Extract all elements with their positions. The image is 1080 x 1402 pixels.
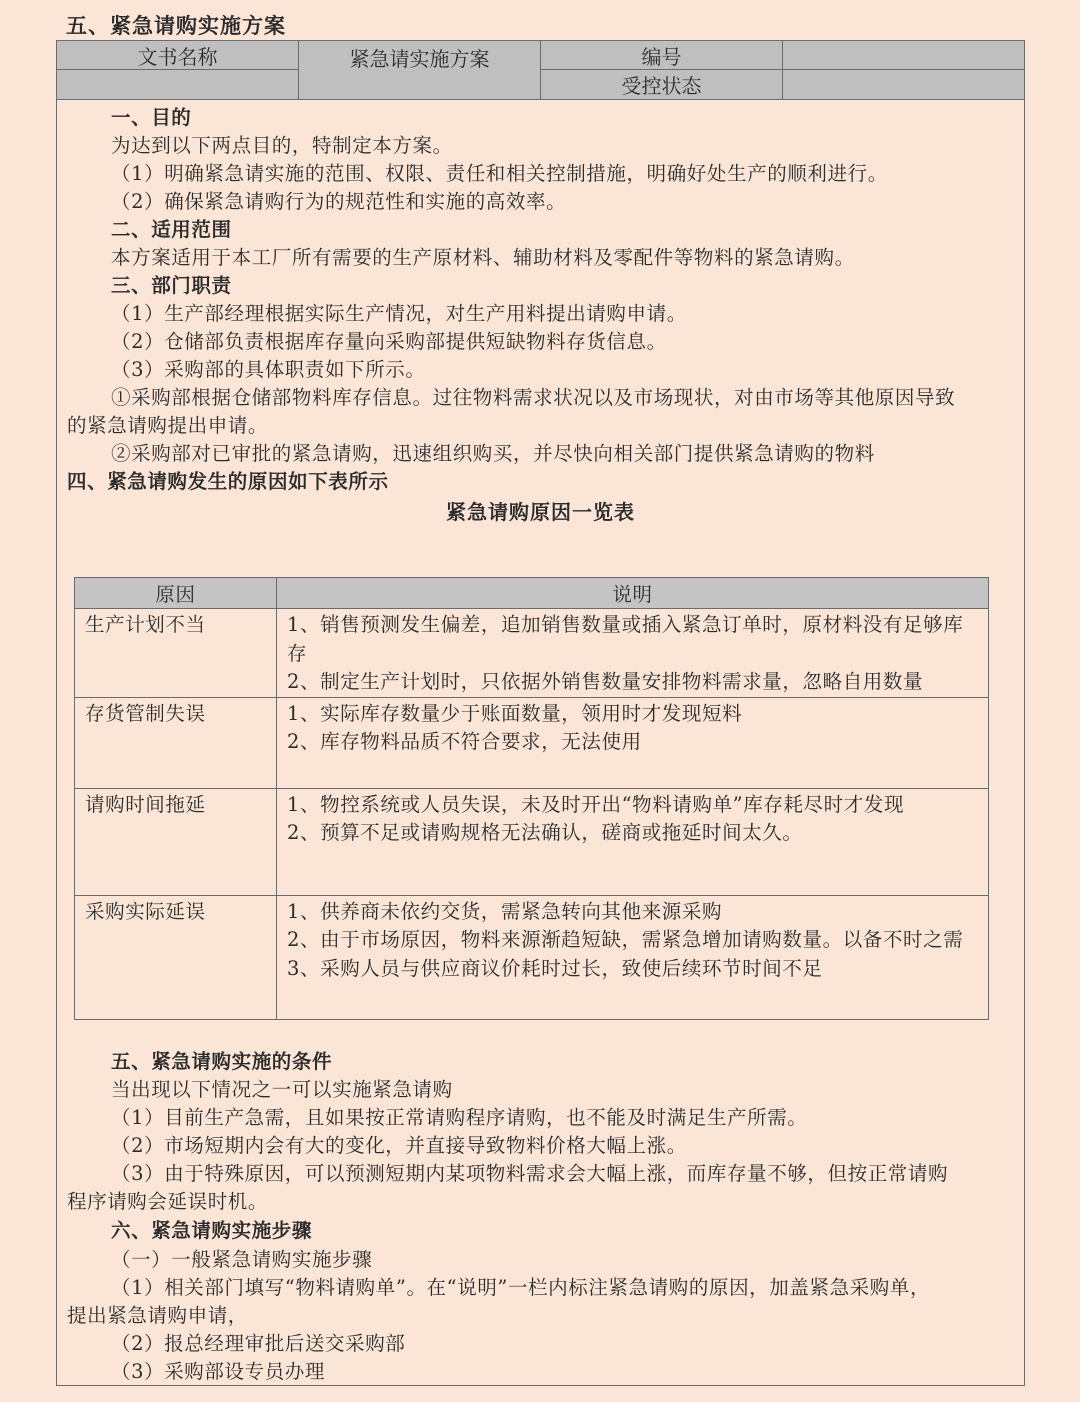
table-row — [75, 895, 989, 1019]
number-value — [783, 41, 1024, 70]
control-status-value — [783, 70, 1024, 99]
scope-text: 本方案适用于本工厂所有需要的生产原材料、辅助材料及零配件等物料的紧急请购。 — [111, 246, 855, 269]
reasons-heading: 四、紧急请购发生的原因如下表所示 — [67, 470, 389, 493]
steps-point-1-line2: 提出紧急请购申请， — [67, 1304, 248, 1327]
reasons-table — [74, 577, 989, 1020]
section-title: 五、紧急请购实施方案 — [66, 13, 286, 38]
conditions-point-3-line2: 程序请购会延误时机。 — [67, 1190, 269, 1213]
duties-point-2: （2）仓储部负责根据库存量向采购部提供短缺物料存货信息。 — [111, 330, 667, 353]
reason-cell: 存货管制失误 — [75, 697, 277, 788]
doc-name-label: 文书名称 — [57, 41, 299, 70]
table-row — [75, 788, 989, 895]
description-cell — [277, 609, 989, 698]
purpose-point-1: （1）明确紧急请实施的范围、权限、责任和相关控制措施，明确好处生产的顺利进行。 — [111, 162, 888, 185]
reason-cell: 生产计划不当 — [75, 609, 277, 698]
table-row — [75, 609, 989, 698]
description-line: 1、销售预测发生偏差，追加销售数量或插入紧急订单时，原材料没有足够库存 — [287, 613, 964, 665]
doc-name-value: 紧急请实施方案 — [299, 41, 541, 99]
scope-heading: 二、适用范围 — [111, 218, 232, 241]
doc-name-label-blank — [57, 70, 299, 99]
duties-point-3: （3）采购部的具体职责如下所示。 — [111, 358, 426, 381]
description-cell — [277, 697, 989, 788]
description-line: 3、采购人员与供应商议价耗时过长，致使后续环节时间不足 — [287, 956, 823, 980]
document-frame — [56, 40, 1025, 1386]
steps-point-3: （3）采购部设专员办理 — [111, 1360, 326, 1383]
control-status-label: 受控状态 — [541, 70, 783, 99]
purpose-heading: 一、目的 — [111, 106, 192, 129]
steps-point-2: （2）报总经理审批后送交采购部 — [111, 1332, 406, 1355]
conditions-heading: 五、紧急请购实施的条件 — [111, 1050, 333, 1073]
description-cell — [277, 788, 989, 895]
col-header-description: 说明 — [277, 578, 989, 609]
description-cell — [277, 895, 989, 1019]
document-header — [57, 41, 1024, 100]
description-line: 2、由于市场原因，物料来源渐趋短缺，需紧急增加请购数量。以备不时之需 — [287, 928, 964, 951]
purpose-intro: 为达到以下两点目的，特制定本方案。 — [111, 134, 453, 157]
description-line: 1、物控系统或人员失误，未及时开出“物料请购单”库存耗尽时才发现 — [287, 792, 905, 816]
conditions-point-1: （1）目前生产急需，且如果按正常请购程序请购，也不能及时满足生产所需。 — [111, 1106, 808, 1129]
duties-point-3a-line2: 的紧急请购提出申请。 — [67, 414, 269, 437]
reasons-table-title: 紧急请购原因一览表 — [446, 500, 635, 524]
number-label: 编号 — [541, 41, 783, 70]
duties-point-3b: ②采购部对已审批的紧急请购，迅速组织购买，并尽快向相关部门提供紧急请购的物料 — [111, 442, 875, 465]
reason-cell: 采购实际延误 — [75, 895, 277, 1019]
description-line: 1、供养商未依约交货，需紧急转向其他来源采购 — [287, 899, 723, 923]
description-line: 2、预算不足或请购规格无法确认，磋商或拖延时间太久。 — [287, 821, 803, 844]
purpose-point-2: （2）确保紧急请购行为的规范性和实施的高效率。 — [111, 190, 567, 213]
duties-heading: 三、部门职责 — [111, 274, 232, 297]
duties-point-3a-line1: ①采购部根据仓储部物料库存信息。过往物料需求状况以及市场现状，对由市场等其他原因导致 — [111, 386, 956, 409]
conditions-point-2: （2）市场短期内会有大的变化，并直接导致物料价格大幅上涨。 — [111, 1134, 687, 1157]
col-header-reason: 原因 — [75, 578, 277, 609]
conditions-intro: 当出现以下情况之一可以实施紧急请购 — [111, 1078, 453, 1101]
table-row — [75, 697, 989, 788]
steps-point-1-line1: （1）相关部门填写“物料请购单”。在“说明”一栏内标注紧急请购的原因，加盖紧急采购单， — [111, 1276, 931, 1299]
reason-cell: 请购时间拖延 — [75, 788, 277, 895]
steps-subheading: （一）一般紧急请购实施步骤 — [111, 1248, 373, 1271]
duties-point-1: （1）生产部经理根据实际生产情况，对生产用料提出请购申请。 — [111, 302, 687, 325]
description-line: 1、实际库存数量少于账面数量，领用时才发现短料 — [287, 701, 743, 725]
conditions-point-3-line1: （3）由于特殊原因，可以预测短期内某项物料需求会大幅上涨，而库存量不够，但按正常请购 — [111, 1162, 949, 1185]
steps-heading: 六、紧急请购实施步骤 — [111, 1219, 313, 1242]
description-line: 2、制定生产计划时，只依据外销售数量安排物料需求量，忽略自用数量 — [287, 670, 924, 693]
description-line: 2、库存物料品质不符合要求，无法使用 — [287, 730, 642, 753]
